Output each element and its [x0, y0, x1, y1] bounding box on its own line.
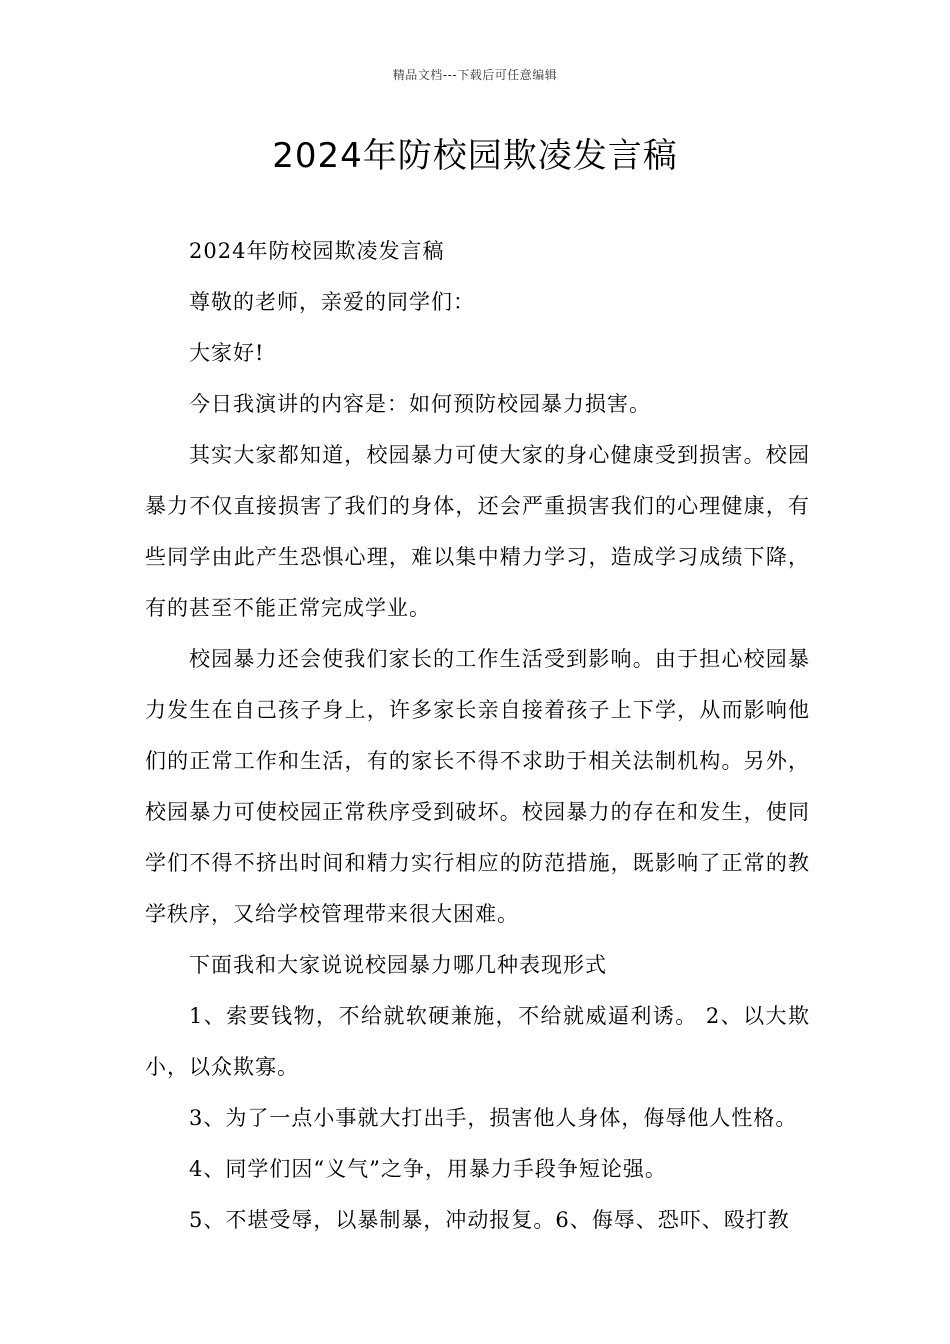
paragraph-subtitle: 2024年防校园欺凌发言稿: [189, 239, 445, 263]
paragraph-harm-parents: 校园暴力还会使我们家长的工作生活受到影响。由于担心校园暴力发生在自己孩子身上，许多家长亲自接着孩子上下学，从而影响他们的正常工作和生活，有的家长不得不求助于相关法制机构。另外，校园暴力可使校园正常秩序受到破坏。校园暴力的存在和发生，使同学们不得不挤出时间和精力实行相应的防范措施，既影响了正常的教学秩序，又给学校管理带来很大困难。: [145, 647, 810, 926]
document-body: [145, 226, 810, 1246]
paragraph-salutation: 尊敬的老师，亲爱的同学们：: [189, 290, 475, 314]
paragraph-harm-students: 其实大家都知道，校园暴力可使大家的身心健康受到损害。校园暴力不仅直接损害了我们的身体，还会严重损害我们的心理健康，有些同学由此产生恐惧心理，难以集中精力学习，造成学习成绩下降，有的甚至不能正常完成学业。: [145, 443, 810, 620]
paragraph-greeting: 大家好!: [189, 341, 265, 365]
document-title: 2024年防校园欺凌发言稿: [272, 136, 678, 176]
paragraph-form-1-2: 1、索要钱物，不给就软硬兼施，不给就威逼利诱。 2、以大欺小，以众欺寡。: [145, 1004, 810, 1079]
paragraph-forms-intro: 下面我和大家说说校园暴力哪几种表现形式: [189, 953, 607, 977]
page-header: 精品文档---下载后可任意编辑: [392, 68, 558, 82]
paragraph-topic: 今日我演讲的内容是：如何预防校园暴力损害。: [189, 392, 651, 416]
paragraph-form-3: 3、为了一点小事就大打出手，损害他人身体，侮辱他人性格。: [189, 1106, 798, 1130]
paragraph-form-5-6: 5、不堪受辱，以暴制暴，冲动报复。6、侮辱、恐吓、殴打教: [189, 1208, 790, 1232]
paragraph-form-4: 4、同学们因“义气”之争，用暴力手段争短论强。: [189, 1157, 667, 1181]
